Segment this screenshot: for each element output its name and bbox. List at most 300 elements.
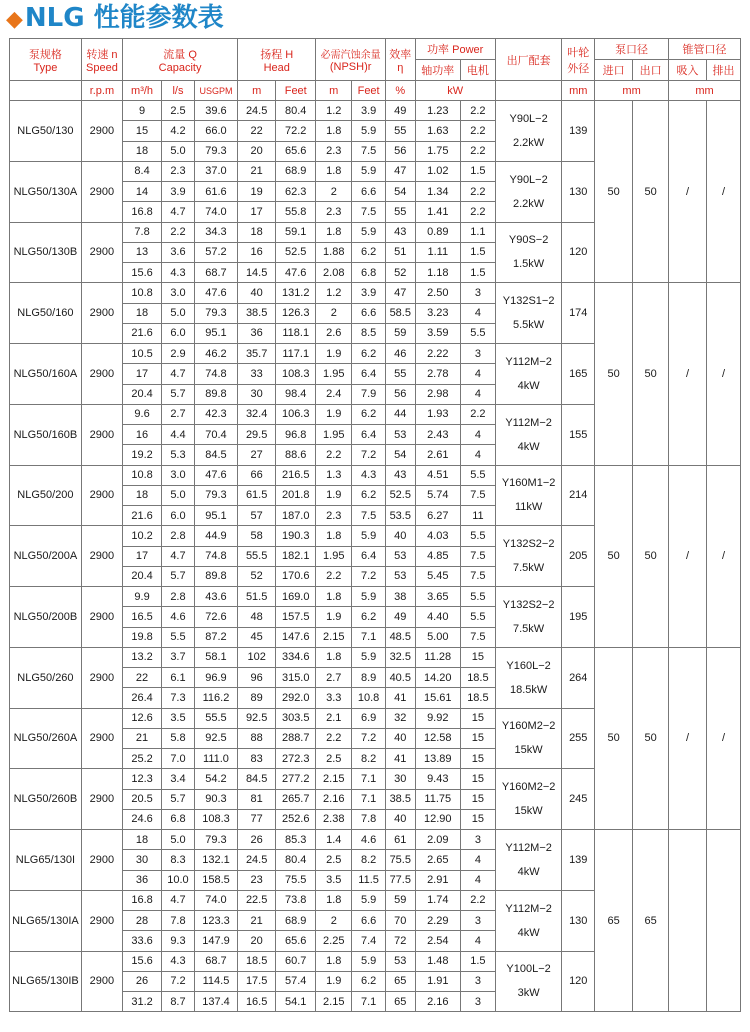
- cell-head-feet: 265.7: [276, 789, 316, 809]
- cell-head-feet: 47.6: [276, 263, 316, 283]
- cell-flow-usgpm: 74.8: [194, 364, 237, 384]
- cell-power-shaft: 2.91: [415, 870, 460, 890]
- cell-power-motor: 7.5: [460, 566, 495, 586]
- cell-head-feet: 80.4: [276, 101, 316, 121]
- cell-npsh-feet: 5.9: [352, 647, 386, 667]
- cell-power-motor: 4: [460, 303, 495, 323]
- cell-flow-m3h: 28: [123, 911, 162, 931]
- diamond-bullet-icon: ◆: [6, 7, 23, 32]
- cell-head-feet: 54.1: [276, 992, 316, 1012]
- cell-npsh-m: 2.08: [316, 263, 352, 283]
- cell-npsh-m: 2.1: [316, 708, 352, 728]
- cell-flow-usgpm: 96.9: [194, 668, 237, 688]
- header-efficiency: 效率 η: [386, 39, 416, 81]
- cell-power-shaft: 2.50: [415, 283, 460, 303]
- cell-power-motor: 2.2: [460, 182, 495, 202]
- cell-efficiency: 40: [386, 728, 416, 748]
- cell-port-in: 65: [595, 830, 633, 1012]
- cell-flow-m3h: 16.8: [123, 202, 162, 222]
- cell-efficiency: 61: [386, 830, 416, 850]
- cell-head-feet: 303.5: [276, 708, 316, 728]
- motor-power: 15kW: [514, 744, 543, 757]
- cell-npsh-feet: 8.2: [352, 749, 386, 769]
- cell-type: NLG50/130: [10, 101, 82, 162]
- cell-head-m: 23: [238, 870, 276, 890]
- cell-flow-usgpm: 68.7: [194, 263, 237, 283]
- motor-power: 11kW: [514, 501, 543, 514]
- cell-impeller: 130: [562, 161, 595, 222]
- cell-motor: [495, 951, 562, 1012]
- cell-npsh-feet: 8.5: [352, 323, 386, 343]
- cell-npsh-feet: 6.9: [352, 708, 386, 728]
- cell-power-shaft: 2.65: [415, 850, 460, 870]
- cell-head-feet: 85.3: [276, 830, 316, 850]
- cell-npsh-feet: 6.8: [352, 263, 386, 283]
- cell-npsh-m: 1.8: [316, 526, 352, 546]
- cell-npsh-m: 2.3: [316, 506, 352, 526]
- cell-impeller: 139: [562, 830, 595, 891]
- cell-head-m: 27: [238, 445, 276, 465]
- cell-npsh-m: 2.16: [316, 789, 352, 809]
- cell-head-m: 18: [238, 222, 276, 242]
- cell-head-feet: 72.2: [276, 121, 316, 141]
- unit-flow-m3h: m³/h: [123, 81, 162, 101]
- cell-power-shaft: 1.48: [415, 951, 460, 971]
- cell-power-shaft: 2.54: [415, 931, 460, 951]
- cell-npsh-m: 2: [316, 303, 352, 323]
- cell-head-feet: 68.9: [276, 911, 316, 931]
- cell-efficiency: 65: [386, 992, 416, 1012]
- cell-head-feet: 73.8: [276, 890, 316, 910]
- cell-npsh-m: 1.8: [316, 161, 352, 181]
- cell-efficiency: 54: [386, 445, 416, 465]
- cell-power-motor: 15: [460, 647, 495, 667]
- cell-head-feet: 201.8: [276, 485, 316, 505]
- cell-npsh-feet: 5.9: [352, 161, 386, 181]
- cell-power-shaft: 4.51: [415, 465, 460, 485]
- cell-flow-usgpm: 111.0: [194, 749, 237, 769]
- motor-power: 2.2kW: [513, 136, 545, 149]
- cell-efficiency: 53: [386, 425, 416, 445]
- motor-power: 4kW: [517, 926, 540, 939]
- cell-power-motor: 3: [460, 911, 495, 931]
- cell-speed: 2900: [81, 344, 122, 405]
- cell-npsh-m: 1.8: [316, 121, 352, 141]
- cell-taper-suction: [669, 830, 707, 1012]
- cell-flow-usgpm: 137.4: [194, 992, 237, 1012]
- cell-power-motor: 7.5: [460, 485, 495, 505]
- cell-head-m: 57: [238, 506, 276, 526]
- cell-power-shaft: 2.98: [415, 384, 460, 404]
- motor-model: Y90L−2: [509, 112, 548, 125]
- cell-head-feet: 272.3: [276, 749, 316, 769]
- cell-power-motor: 1.5: [460, 263, 495, 283]
- cell-npsh-m: 2.6: [316, 323, 352, 343]
- cell-motor: [495, 222, 562, 283]
- cell-npsh-m: 2: [316, 911, 352, 931]
- cell-power-shaft: 4.40: [415, 607, 460, 627]
- cell-head-m: 38.5: [238, 303, 276, 323]
- cell-taper-discharge: /: [707, 283, 741, 465]
- cell-head-m: 77: [238, 809, 276, 829]
- cell-npsh-feet: 7.9: [352, 384, 386, 404]
- cell-npsh-feet: 7.5: [352, 202, 386, 222]
- cell-head-m: 14.5: [238, 263, 276, 283]
- cell-head-feet: 277.2: [276, 769, 316, 789]
- cell-power-motor: 3: [460, 283, 495, 303]
- cell-npsh-m: 1.8: [316, 890, 352, 910]
- cell-type: NLG65/130IA: [10, 890, 82, 951]
- cell-speed: 2900: [81, 161, 122, 222]
- header-port: 泵口径: [595, 39, 669, 60]
- cell-power-motor: 15: [460, 769, 495, 789]
- unit-motor-blank: [495, 81, 562, 101]
- cell-efficiency: 40: [386, 526, 416, 546]
- cell-npsh-feet: 5.9: [352, 222, 386, 242]
- cell-flow-usgpm: 116.2: [194, 688, 237, 708]
- cell-impeller: 130: [562, 890, 595, 951]
- cell-flow-ls: 3.4: [162, 769, 195, 789]
- cell-flow-m3h: 10.5: [123, 344, 162, 364]
- cell-head-m: 52: [238, 566, 276, 586]
- cell-npsh-feet: 8.9: [352, 668, 386, 688]
- cell-type: NLG50/260A: [10, 708, 82, 769]
- cell-efficiency: 43: [386, 465, 416, 485]
- motor-model: Y112M−2: [505, 416, 552, 429]
- cell-power-shaft: 2.78: [415, 364, 460, 384]
- cell-power-shaft: 2.16: [415, 992, 460, 1012]
- cell-npsh-feet: 6.2: [352, 344, 386, 364]
- cell-head-feet: 60.7: [276, 951, 316, 971]
- cell-power-shaft: 1.75: [415, 141, 460, 161]
- cell-flow-ls: 2.9: [162, 344, 195, 364]
- cell-power-motor: 1.5: [460, 161, 495, 181]
- cell-flow-m3h: 7.8: [123, 222, 162, 242]
- cell-head-feet: 190.3: [276, 526, 316, 546]
- cell-head-feet: 80.4: [276, 850, 316, 870]
- cell-power-shaft: 5.45: [415, 566, 460, 586]
- cell-power-shaft: 11.75: [415, 789, 460, 809]
- motor-power: 1.5kW: [513, 258, 545, 271]
- cell-power-shaft: 11.28: [415, 647, 460, 667]
- cell-power-shaft: 1.41: [415, 202, 460, 222]
- cell-power-shaft: 1.11: [415, 242, 460, 262]
- motor-power: 5.5kW: [513, 319, 545, 332]
- cell-power-motor: 1.5: [460, 951, 495, 971]
- cell-power-motor: 2.2: [460, 404, 495, 424]
- cell-power-motor: 7.5: [460, 627, 495, 647]
- cell-npsh-m: 2.15: [316, 769, 352, 789]
- table-body: [10, 101, 741, 1012]
- cell-power-motor: 4: [460, 364, 495, 384]
- cell-flow-m3h: 18: [123, 303, 162, 323]
- cell-head-m: 30: [238, 384, 276, 404]
- cell-npsh-feet: 6.2: [352, 485, 386, 505]
- cell-flow-usgpm: 37.0: [194, 161, 237, 181]
- cell-power-shaft: 2.22: [415, 344, 460, 364]
- cell-npsh-feet: 7.5: [352, 506, 386, 526]
- unit-type-blank: [10, 81, 82, 101]
- cell-efficiency: 30: [386, 769, 416, 789]
- motor-model: Y160M2−2: [501, 720, 556, 733]
- cell-flow-m3h: 16: [123, 425, 162, 445]
- cell-flow-ls: 5.5: [162, 627, 195, 647]
- cell-flow-m3h: 15: [123, 121, 162, 141]
- cell-power-shaft: 1.74: [415, 890, 460, 910]
- cell-motor: [495, 526, 562, 587]
- cell-head-m: 18.5: [238, 951, 276, 971]
- cell-flow-ls: 9.3: [162, 931, 195, 951]
- cell-impeller: 155: [562, 404, 595, 465]
- cell-npsh-m: 2.3: [316, 141, 352, 161]
- cell-flow-ls: 6.0: [162, 323, 195, 343]
- cell-efficiency: 53: [386, 546, 416, 566]
- cell-speed: 2900: [81, 647, 122, 708]
- cell-flow-ls: 4.3: [162, 263, 195, 283]
- cell-power-motor: 15: [460, 809, 495, 829]
- cell-head-m: 55.5: [238, 546, 276, 566]
- cell-impeller: 264: [562, 647, 595, 708]
- cell-flow-m3h: 24.6: [123, 809, 162, 829]
- cell-npsh-feet: 11.5: [352, 870, 386, 890]
- motor-model: Y112M−2: [505, 355, 552, 368]
- cell-flow-m3h: 16.8: [123, 890, 162, 910]
- header-power-motor: 电机: [460, 60, 495, 81]
- cell-type: NLG50/160A: [10, 344, 82, 405]
- table-row: [10, 830, 741, 850]
- cell-head-m: 92.5: [238, 708, 276, 728]
- cell-taper-discharge: /: [707, 647, 741, 829]
- cell-flow-m3h: 18: [123, 830, 162, 850]
- header-type: 泵规格 Type: [10, 39, 82, 81]
- cell-motor: [495, 404, 562, 465]
- cell-npsh-m: 1.3: [316, 465, 352, 485]
- cell-power-shaft: 1.23: [415, 101, 460, 121]
- cell-head-feet: 187.0: [276, 506, 316, 526]
- cell-power-shaft: 1.91: [415, 971, 460, 991]
- cell-flow-m3h: 30: [123, 850, 162, 870]
- cell-flow-usgpm: 43.6: [194, 587, 237, 607]
- cell-npsh-m: 2: [316, 182, 352, 202]
- cell-flow-usgpm: 123.3: [194, 911, 237, 931]
- cell-head-feet: 88.6: [276, 445, 316, 465]
- cell-head-feet: 334.6: [276, 647, 316, 667]
- cell-efficiency: 44: [386, 404, 416, 424]
- cell-head-feet: 126.3: [276, 303, 316, 323]
- cell-power-motor: 18.5: [460, 668, 495, 688]
- cell-power-shaft: 9.92: [415, 708, 460, 728]
- cell-head-feet: 55.8: [276, 202, 316, 222]
- cell-head-feet: 252.6: [276, 809, 316, 829]
- cell-speed: 2900: [81, 708, 122, 769]
- header-speed: 转速 n Speed: [81, 39, 122, 81]
- cell-impeller: 214: [562, 465, 595, 526]
- cell-motor: [495, 587, 562, 648]
- motor-model: Y90L−2: [509, 173, 548, 186]
- cell-head-m: 40: [238, 283, 276, 303]
- cell-head-feet: 288.7: [276, 728, 316, 748]
- cell-npsh-feet: 6.4: [352, 364, 386, 384]
- cell-flow-m3h: 22: [123, 668, 162, 688]
- cell-flow-m3h: 12.3: [123, 769, 162, 789]
- cell-impeller: 205: [562, 526, 595, 587]
- cell-head-m: 61.5: [238, 485, 276, 505]
- cell-efficiency: 32.5: [386, 647, 416, 667]
- cell-head-feet: 65.6: [276, 931, 316, 951]
- cell-power-motor: 2.2: [460, 890, 495, 910]
- cell-efficiency: 55: [386, 364, 416, 384]
- unit-impeller: mm: [562, 81, 595, 101]
- header-taper: 锥管口径: [669, 39, 741, 60]
- cell-npsh-feet: 7.2: [352, 728, 386, 748]
- cell-flow-ls: 10.0: [162, 870, 195, 890]
- cell-npsh-m: 1.8: [316, 647, 352, 667]
- cell-flow-ls: 2.8: [162, 526, 195, 546]
- cell-efficiency: 40.5: [386, 668, 416, 688]
- cell-flow-m3h: 26: [123, 971, 162, 991]
- cell-power-motor: 4: [460, 425, 495, 445]
- cell-flow-usgpm: 92.5: [194, 728, 237, 748]
- cell-efficiency: 55: [386, 202, 416, 222]
- cell-head-m: 36: [238, 323, 276, 343]
- unit-power: kW: [415, 81, 495, 101]
- performance-table: [9, 38, 741, 1012]
- cell-power-shaft: 1.93: [415, 404, 460, 424]
- cell-type: NLG50/200A: [10, 526, 82, 587]
- cell-flow-ls: 5.0: [162, 303, 195, 323]
- cell-head-m: 81: [238, 789, 276, 809]
- cell-power-shaft: 3.65: [415, 587, 460, 607]
- cell-efficiency: 54: [386, 182, 416, 202]
- cell-efficiency: 32: [386, 708, 416, 728]
- cell-flow-ls: 2.5: [162, 101, 195, 121]
- cell-impeller: 245: [562, 769, 595, 830]
- cell-power-shaft: 2.43: [415, 425, 460, 445]
- cell-power-shaft: 5.74: [415, 485, 460, 505]
- cell-speed: 2900: [81, 830, 122, 891]
- cell-power-shaft: 3.59: [415, 323, 460, 343]
- cell-npsh-m: 1.8: [316, 222, 352, 242]
- cell-flow-m3h: 15.6: [123, 263, 162, 283]
- cell-head-m: 45: [238, 627, 276, 647]
- cell-power-shaft: 3.23: [415, 303, 460, 323]
- cell-npsh-m: 2.5: [316, 749, 352, 769]
- cell-npsh-feet: 7.1: [352, 627, 386, 647]
- cell-flow-m3h: 20.4: [123, 566, 162, 586]
- cell-head-m: 17.5: [238, 971, 276, 991]
- cell-head-m: 21: [238, 911, 276, 931]
- cell-speed: 2900: [81, 465, 122, 526]
- cell-motor: [495, 344, 562, 405]
- cell-flow-ls: 4.7: [162, 890, 195, 910]
- cell-taper-suction: /: [669, 465, 707, 647]
- motor-power: 7.5kW: [513, 622, 545, 635]
- unit-flow-ls: l/s: [162, 81, 195, 101]
- cell-type: NLG50/200B: [10, 587, 82, 648]
- cell-power-motor: 3: [460, 830, 495, 850]
- table-header: [10, 39, 741, 101]
- cell-impeller: 120: [562, 222, 595, 283]
- unit-speed: r.p.m: [81, 81, 122, 101]
- cell-npsh-m: 2.2: [316, 728, 352, 748]
- cell-efficiency: 77.5: [386, 870, 416, 890]
- cell-power-motor: 1.5: [460, 242, 495, 262]
- cell-efficiency: 55: [386, 121, 416, 141]
- cell-flow-usgpm: 74.8: [194, 546, 237, 566]
- cell-head-m: 26: [238, 830, 276, 850]
- cell-impeller: 165: [562, 344, 595, 405]
- header-taper-discharge: 排出: [707, 60, 741, 81]
- cell-power-shaft: 12.90: [415, 809, 460, 829]
- cell-motor: [495, 769, 562, 830]
- cell-head-feet: 118.1: [276, 323, 316, 343]
- cell-flow-m3h: 33.6: [123, 931, 162, 951]
- cell-flow-ls: 5.7: [162, 789, 195, 809]
- header-flow: 流量 Q Capacity: [123, 39, 238, 81]
- cell-flow-ls: 5.0: [162, 830, 195, 850]
- cell-power-motor: 5.5: [460, 526, 495, 546]
- cell-speed: 2900: [81, 951, 122, 1012]
- cell-impeller: 139: [562, 101, 595, 162]
- cell-npsh-m: 1.8: [316, 951, 352, 971]
- cell-flow-m3h: 9: [123, 101, 162, 121]
- cell-motor: [495, 890, 562, 951]
- cell-npsh-feet: 4.3: [352, 465, 386, 485]
- motor-model: Y160M1−2: [501, 477, 556, 490]
- cell-efficiency: 58.5: [386, 303, 416, 323]
- cell-flow-usgpm: 72.6: [194, 607, 237, 627]
- cell-flow-usgpm: 84.5: [194, 445, 237, 465]
- cell-npsh-feet: 7.1: [352, 789, 386, 809]
- cell-power-motor: 1.1: [460, 222, 495, 242]
- cell-efficiency: 75.5: [386, 850, 416, 870]
- cell-npsh-m: 1.8: [316, 587, 352, 607]
- cell-npsh-feet: 4.6: [352, 830, 386, 850]
- cell-power-motor: 15: [460, 708, 495, 728]
- cell-head-m: 88: [238, 728, 276, 748]
- cell-head-m: 29.5: [238, 425, 276, 445]
- cell-flow-ls: 3.0: [162, 283, 195, 303]
- cell-flow-ls: 5.0: [162, 485, 195, 505]
- cell-flow-usgpm: 87.2: [194, 627, 237, 647]
- cell-flow-usgpm: 89.8: [194, 384, 237, 404]
- cell-flow-m3h: 21.6: [123, 506, 162, 526]
- cell-flow-usgpm: 34.3: [194, 222, 237, 242]
- cell-flow-ls: 7.3: [162, 688, 195, 708]
- cell-head-feet: 62.3: [276, 182, 316, 202]
- cell-head-feet: 147.6: [276, 627, 316, 647]
- cell-head-feet: 106.3: [276, 404, 316, 424]
- cell-head-feet: 108.3: [276, 364, 316, 384]
- cell-flow-usgpm: 79.3: [194, 303, 237, 323]
- cell-npsh-m: 2.3: [316, 202, 352, 222]
- cell-flow-ls: 4.7: [162, 546, 195, 566]
- cell-motor: [495, 283, 562, 344]
- cell-efficiency: 41: [386, 688, 416, 708]
- cell-flow-usgpm: 158.5: [194, 870, 237, 890]
- cell-flow-usgpm: 95.1: [194, 506, 237, 526]
- cell-flow-usgpm: 74.0: [194, 890, 237, 910]
- cell-npsh-m: 2.4: [316, 384, 352, 404]
- cell-power-shaft: 9.43: [415, 769, 460, 789]
- motor-power: 15kW: [514, 805, 543, 818]
- cell-power-motor: 15: [460, 728, 495, 748]
- cell-npsh-m: 2.2: [316, 445, 352, 465]
- cell-taper-discharge: /: [707, 465, 741, 647]
- cell-flow-m3h: 13: [123, 242, 162, 262]
- cell-head-feet: 75.5: [276, 870, 316, 890]
- cell-type: NLG50/260B: [10, 769, 82, 830]
